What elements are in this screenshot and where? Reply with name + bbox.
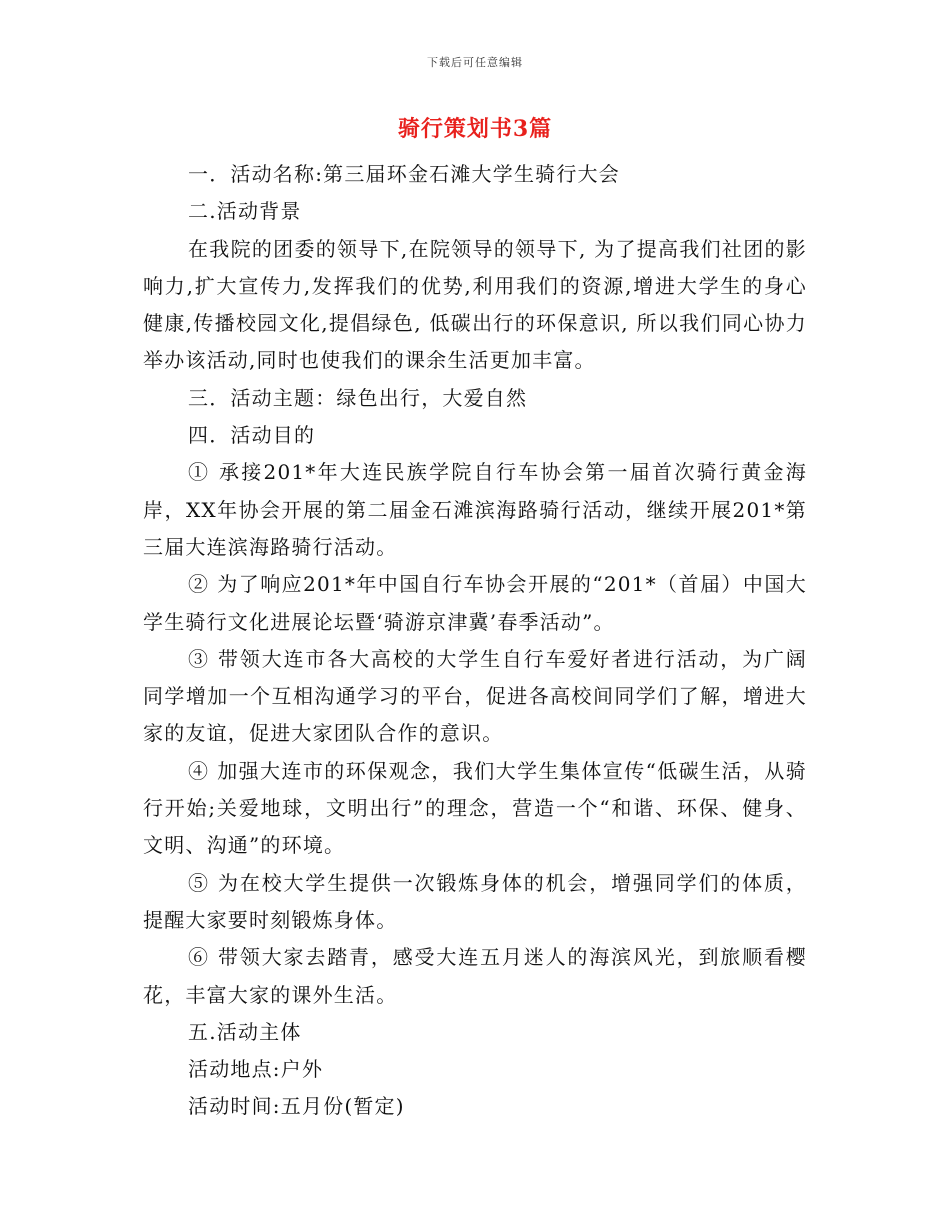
paragraph-background-heading: 二.活动背景 (188, 199, 302, 224)
header-note: 下载后可任意编辑 (427, 56, 523, 69)
document-body (143, 156, 807, 1126)
paragraph-purpose-2: ② 为了响应201*年中国自行车协会开展的“201*（首届）中国大学生骑行文化进展论坛暨‘骑游京津冀’春季活动”。 (143, 572, 807, 634)
paragraph-purpose-3: ③ 带领大连市各大高校的大学生自行车爱好者进行活动，为广阔同学增加一个互相沟通学习的平台，促进各高校间同学们了解，增进大家的友谊，促进大家团队合作的意识。 (143, 646, 807, 746)
paragraph-time: 活动时间:五月份(暂定) (188, 1094, 405, 1119)
paragraph-purpose-4: ④ 加强大连市的环保观念，我们大学生集体宣传“低碳生活，从骑行开始;关爱地球，文明出行”的理念，营造一个“和谐、环保、健身、文明、沟通”的环境。 (143, 758, 807, 858)
paragraph-location: 活动地点:户外 (188, 1057, 324, 1082)
paragraph-purpose-1: ① 承接201*年大连民族学院自行车协会第一届首次骑行黄金海岸，XX年协会开展的第二届金石滩滨海路骑行活动，继续开展201*第三届大连滨海路骑行活动。 (143, 460, 807, 559)
paragraph-subject-heading: 五.活动主体 (188, 1019, 302, 1044)
document-title: 骑行策划书3篇 (397, 116, 553, 142)
paragraph-purpose-heading: 四．活动目的 (188, 423, 316, 448)
paragraph-purpose-5: ⑤ 为在校大学生提供一次锻炼身体的机会，增强同学们的体质，提醒大家要时刻锻炼身体。 (143, 870, 807, 932)
paragraph-theme: 三．活动主题：绿色出行，大爱自然 (188, 385, 528, 410)
paragraph-activity-name: 一．活动名称:第三届环金石滩大学生骑行大会 (188, 162, 620, 186)
paragraph-background-text: 在我院的团委的领导下,在院领导的领导下, 为了提高我们社团的影响力,扩大宣传力,发挥我们的优势,利用我们的资源,增进大学生的身心健康,传播校园文化,提倡绿色, 低碳出行的环保意识, 所以我们同心协力举办该活动,同时也使我们的课余生活更加丰富。 (143, 236, 807, 373)
paragraph-purpose-6: ⑥ 带领大家去踏青，感受大连五月迷人的海滨风光，到旅顺看樱花，丰富大家的课外生活。 (143, 945, 807, 1007)
